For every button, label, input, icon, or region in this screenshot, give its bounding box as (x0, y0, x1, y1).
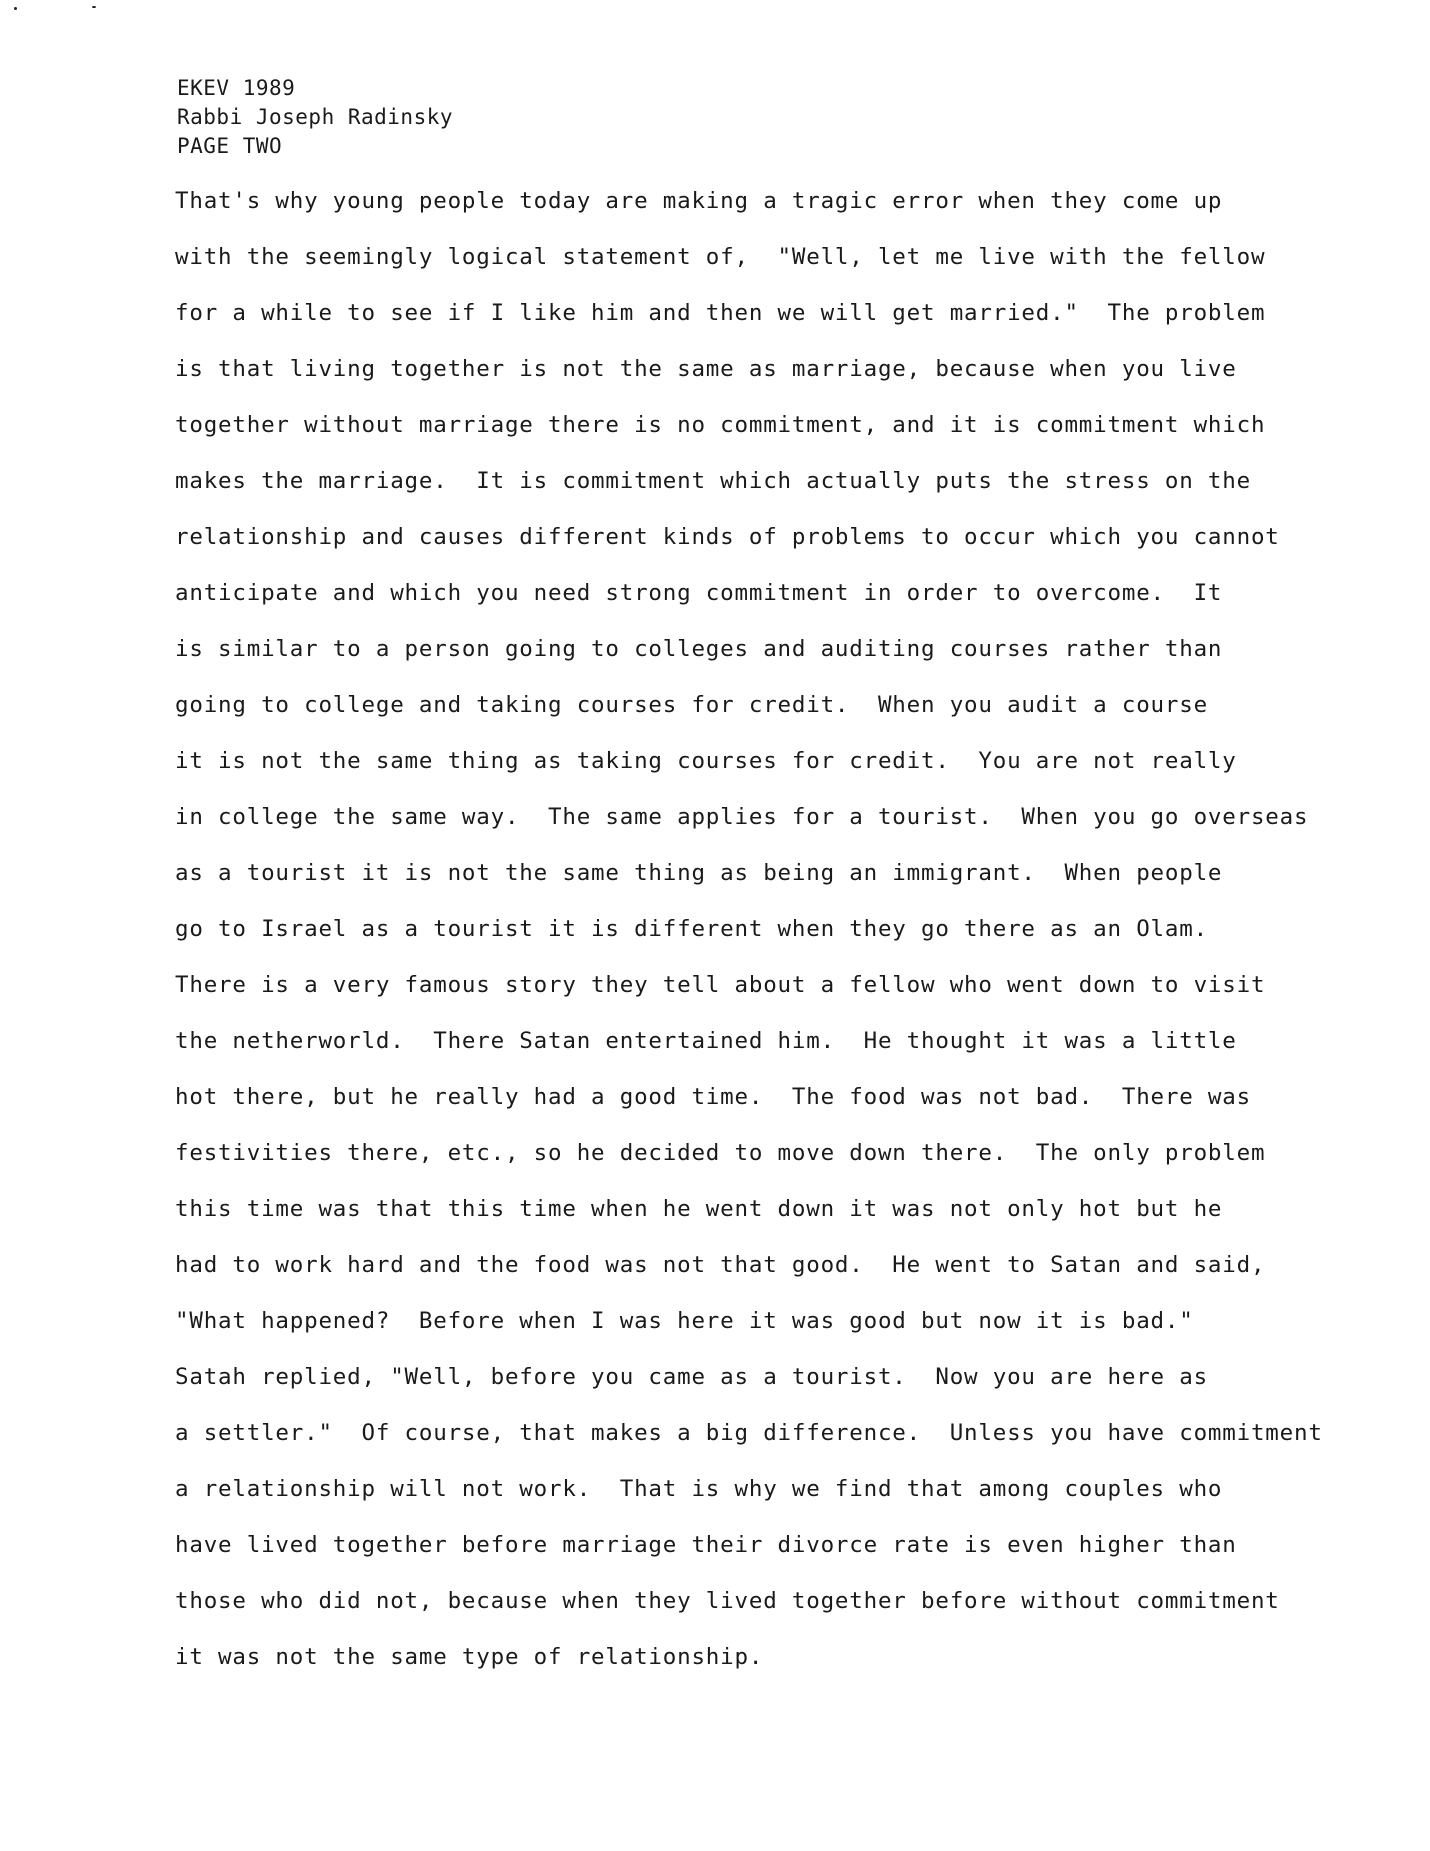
text-line: for a while to see if I like him and then we will get married." The problem (175, 300, 1266, 326)
text-line: Satah replied, "Well, before you came as a tourist. Now you are here as (175, 1364, 1208, 1390)
header-page-label: PAGE TWO (177, 134, 283, 158)
text-line: hot there, but he really had a good time. The food was not bad. There was (175, 1084, 1251, 1110)
text-line: relationship and causes different kinds of problems to occur which you cannot (175, 524, 1280, 550)
scan-speck (92, 6, 96, 8)
text-line: That's why young people today are making a tragic error when they come up (175, 188, 1223, 214)
text-line: a settler." Of course, that makes a big difference. Unless you have commitment (175, 1420, 1323, 1446)
header-author: Rabbi Joseph Radinsky (177, 105, 454, 129)
text-line: had to work hard and the food was not that good. He went to Satan and said, (175, 1252, 1266, 1278)
header-title: EKEV 1989 (177, 76, 296, 100)
text-line: in college the same way. The same applies for a tourist. When you go overseas (175, 804, 1309, 830)
text-line: anticipate and which you need strong commitment in order to overcome. It (175, 580, 1223, 606)
scan-speck (14, 7, 17, 10)
text-line: the netherworld. There Satan entertained him. He thought it was a little (175, 1028, 1237, 1054)
text-line: go to Israel as a tourist it is different when they go there as an Olam. (175, 916, 1208, 942)
document-header (177, 74, 453, 161)
text-line: is similar to a person going to colleges and auditing courses rather than (175, 636, 1223, 662)
text-line: a relationship will not work. That is why we find that among couples who (175, 1476, 1223, 1502)
body-paragraph (175, 187, 1375, 1699)
text-line: it was not the same type of relationship. (175, 1644, 764, 1670)
text-line: going to college and taking courses for credit. When you audit a course (175, 692, 1208, 718)
text-line: those who did not, because when they lived together before without commitment (175, 1588, 1280, 1614)
text-line: together without marriage there is no commitment, and it is commitment which (175, 412, 1266, 438)
text-line: is that living together is not the same as marriage, because when you live (175, 356, 1237, 382)
text-line: There is a very famous story they tell about a fellow who went down to visit (175, 972, 1266, 998)
text-line: have lived together before marriage their divorce rate is even higher than (175, 1532, 1237, 1558)
text-line: as a tourist it is not the same thing as being an immigrant. When people (175, 860, 1223, 886)
text-line: makes the marriage. It is commitment which actually puts the stress on the (175, 468, 1251, 494)
text-line: it is not the same thing as taking courses for credit. You are not really (175, 748, 1237, 774)
text-line: festivities there, etc., so he decided to move down there. The only problem (175, 1140, 1266, 1166)
text-line: this time was that this time when he went down it was not only hot but he (175, 1196, 1223, 1222)
text-line: "What happened? Before when I was here it was good but now it is bad." (175, 1308, 1194, 1334)
text-line: with the seemingly logical statement of, "Well, let me live with the fellow (175, 244, 1266, 270)
